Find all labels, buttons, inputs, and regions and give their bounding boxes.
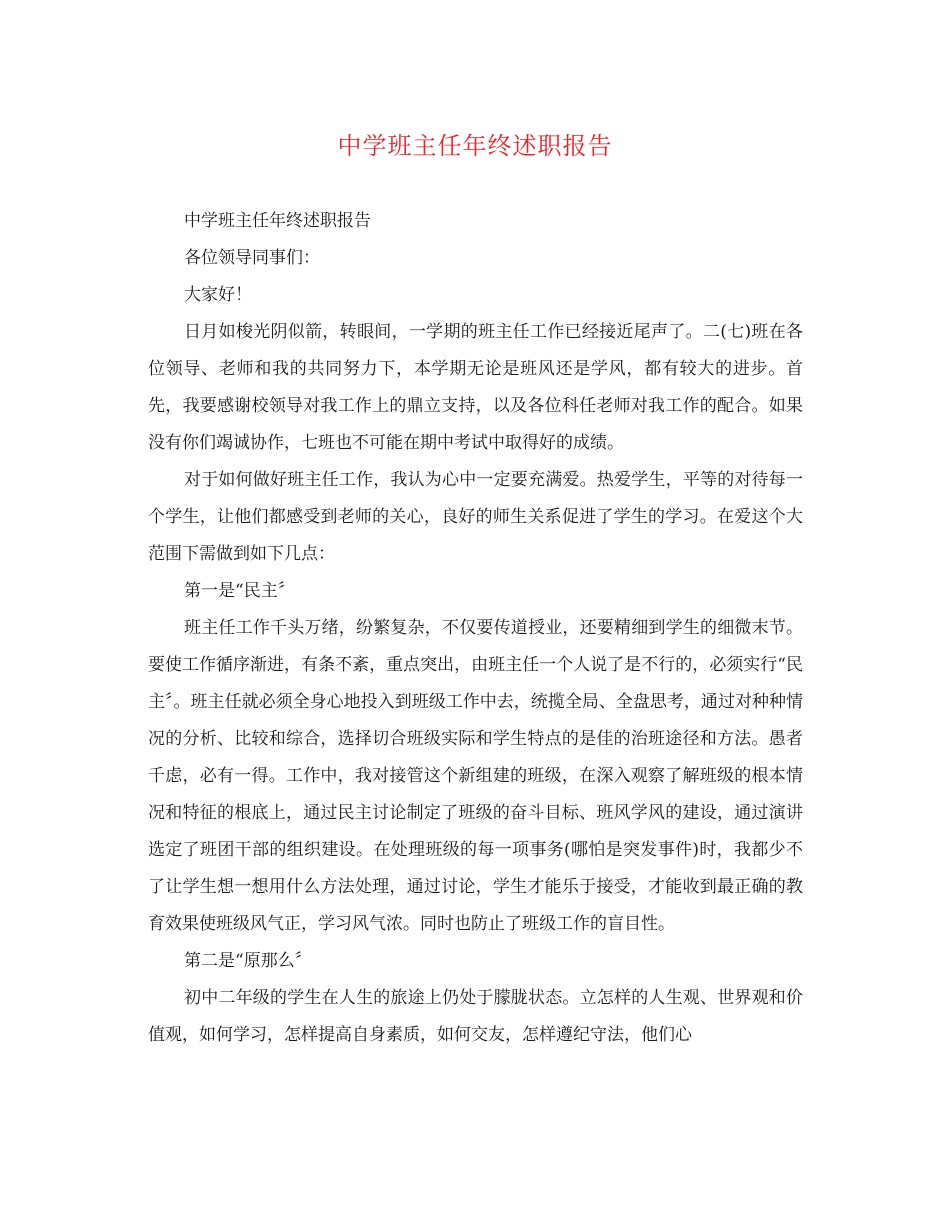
paragraph-democracy: 班主任工作千头万绪，纷繁复杂，不仅要传道授业，还要精细到学生的细微末节。要使工作循序渐进，有条不紊，重点突出，由班主任一个人说了是不行的，必须实行“民主〞。班主任就必须全身心地投入到班级工作中去，统揽全局、全盘思考，通过对种种情况的分析、比较和综合，选择切合班级实际和学生特点的是佳的治班途径和方法。愚者千虑，必有一得。工作中，我对接管这个新组建的班级，在深入观察了解班级的根本情况和特征的根底上，通过民主讨论制定了班级的奋斗目标、班风学风的建设，通过演讲选定了班团干部的组织建设。在处理班级的每一项事务(哪怕是突发事件)时，我都少不了让学生想一想用什么方法处理，通过讨论，学生才能乐于接受，才能收到最正确的教育效果使班级风气正，学习风气浓。同时也防止了班级工作的盲目性。 [148, 618, 803, 934]
paragraph-principle: 初中二年级的学生在人生的旅途上仍处于朦胧状态。立怎样的人生观、世界观和价值观，如何学习，怎样提高自身素质，如何交友，怎样遵纪守法，他们心 [148, 988, 803, 1045]
paragraph-heading: 中学班主任年终述职报告 [184, 211, 371, 231]
document-body [148, 203, 803, 1054]
paragraph-greeting: 大家好！ [184, 285, 252, 305]
paragraph-intro: 日月如梭光阴似箭，转眼间，一学期的班主任工作已经接近尾声了。二(七)班在各位领导、老师和我的共同努力下，本学期无论是班风还是学风，都有较大的进步。首先，我要感谢校领导对我工作上的鼎立支持，以及各位科任老师对我工作的配合。如果没有你们竭诚协作，七班也不可能在期中考试中取得好的成绩。 [148, 322, 803, 453]
paragraph-salutation: 各位领导同事们： [184, 248, 320, 268]
section-heading-principle: 第二是“原那么〞 [184, 951, 312, 971]
section-heading-democracy: 第一是“民主〞 [184, 581, 295, 601]
document-title: 中学班主任年终述职报告 [337, 132, 613, 160]
paragraph-love: 对于如何做好班主任工作，我认为心中一定要充满爱。热爱学生，平等的对待每一个学生，让他们都感受到老师的关心，良好的师生关系促进了学生的学习。在爱这个大范围下需做到如下几点： [148, 470, 803, 564]
